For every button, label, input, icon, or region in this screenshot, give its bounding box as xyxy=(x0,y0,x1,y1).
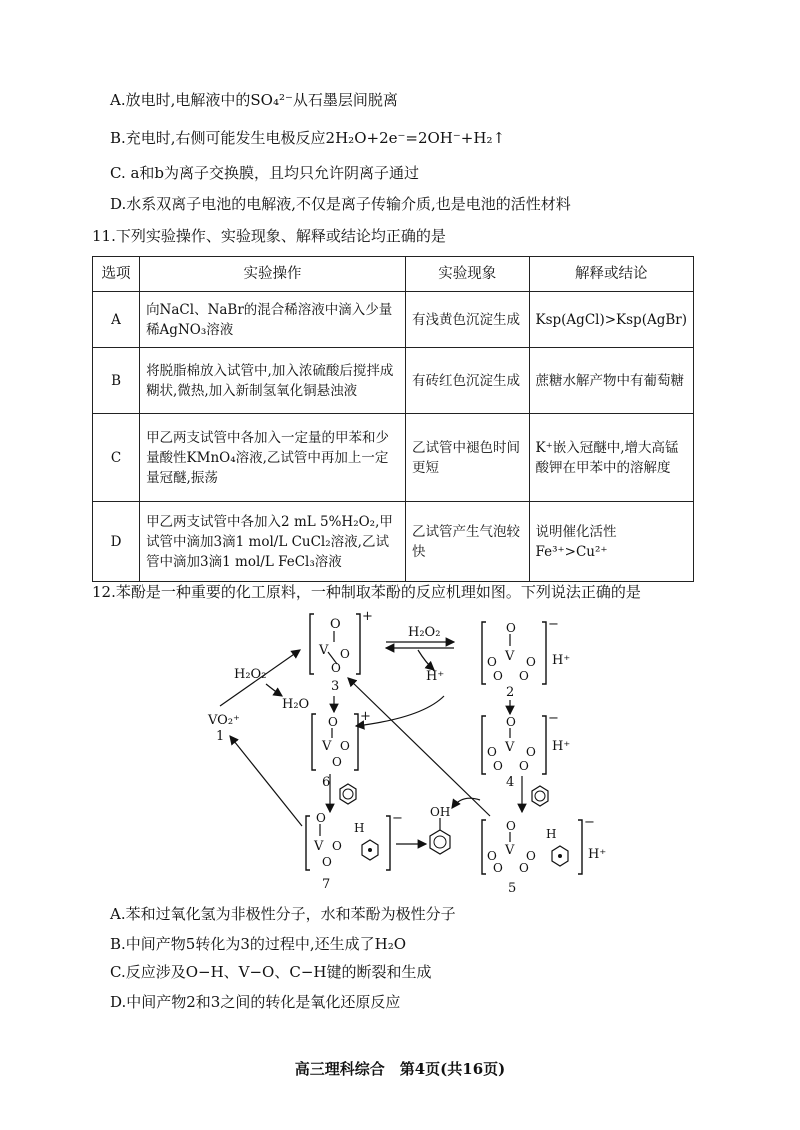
svg-text:+: + xyxy=(360,709,371,724)
benzene-icon xyxy=(532,786,548,806)
species-7 xyxy=(306,811,403,892)
svg-text:H: H xyxy=(546,827,557,841)
row-option: D xyxy=(93,502,140,582)
table-header-row xyxy=(93,257,694,292)
row-operation: 向NaCl、NaBr的混合稀溶液中滴入少量稀AgNO₃溶液 xyxy=(140,292,406,348)
h2o2-label-top: H₂O₂ xyxy=(408,625,441,640)
table-row xyxy=(93,414,694,502)
svg-text:−: − xyxy=(548,711,559,726)
header-option: 选项 xyxy=(93,257,140,292)
row-option: B xyxy=(93,348,140,414)
row-phenomenon: 有浅黄色沉淀生成 xyxy=(405,292,529,348)
svg-text:O: O xyxy=(519,861,529,875)
svg-text:−: − xyxy=(548,617,559,632)
svg-text:O: O xyxy=(340,739,350,753)
table-row xyxy=(93,292,694,348)
svg-text:V: V xyxy=(505,843,515,858)
svg-text:O: O xyxy=(332,839,342,853)
q10-option-b: B.充电时,右侧可能发生电极反应2H₂O+2e⁻=2OH⁻+H₂↑ xyxy=(110,129,506,147)
svg-text:OH: OH xyxy=(430,805,451,819)
q10-option-a: A.放电时,电解液中的SO₄²⁻从石墨层间脱离 xyxy=(110,91,398,109)
svg-text:O: O xyxy=(487,849,497,863)
label-6: 6 xyxy=(322,775,331,790)
q12-option-d: D.中间产物2和3之间的转化是氧化还原反应 xyxy=(110,993,401,1011)
species-5 xyxy=(482,815,606,896)
row-phenomenon: 有砖红色沉淀生成 xyxy=(405,348,529,414)
table-row xyxy=(93,348,694,414)
svg-text:O: O xyxy=(493,759,503,773)
svg-text:O: O xyxy=(328,715,338,729)
svg-text:−: − xyxy=(584,815,595,830)
row-conclusion: 蔗糖水解产物中有葡萄糖 xyxy=(529,348,694,414)
q12-option-a: A.苯和过氧化氢为非极性分子，水和苯酚为极性分子 xyxy=(110,905,456,923)
h2o2-label-left: H₂O₂ xyxy=(234,667,267,682)
svg-text:O: O xyxy=(487,655,497,669)
hplus-label: H⁺ xyxy=(426,669,445,684)
svg-text:O: O xyxy=(493,669,503,683)
svg-text:O: O xyxy=(519,759,529,773)
species-4 xyxy=(482,711,570,790)
q10-option-c: C. a和b为离子交换膜，且均只允许阴离子通过 xyxy=(110,164,420,182)
svg-text:H⁺: H⁺ xyxy=(552,739,571,754)
species-6 xyxy=(312,709,371,790)
svg-text:V: V xyxy=(314,839,324,854)
svg-text:O: O xyxy=(316,811,326,825)
q12-option-b: B.中间产物5转化为3的过程中,还生成了H₂O xyxy=(110,935,407,953)
svg-text:V: V xyxy=(505,740,515,755)
phenol-icon xyxy=(430,805,450,854)
label-4: 4 xyxy=(506,775,515,790)
h2o-label: H₂O xyxy=(282,697,310,712)
row-option: C xyxy=(93,414,140,502)
svg-text:O: O xyxy=(331,661,341,675)
svg-text:V: V xyxy=(505,649,515,664)
label-7: 7 xyxy=(322,877,331,892)
q10-option-d: D.水系双离子电池的电解液,不仅是离子传输介质,也是电池的活性材料 xyxy=(110,195,571,213)
label-3: 3 xyxy=(331,679,340,694)
svg-text:O: O xyxy=(526,745,536,759)
svg-text:O: O xyxy=(332,755,342,769)
species-3 xyxy=(310,609,373,694)
q12-stem: 12.苯酚是一种重要的化工原料，一种制取苯酚的反应机理如图。下列说法正确的是 xyxy=(92,583,641,601)
svg-text:O: O xyxy=(487,745,497,759)
row-operation: 甲乙两支试管中各加入2 mL 5%H₂O₂,甲试管中滴加3滴1 mol/L CuCl₂溶液,乙试管中滴加3滴1 mol/L FeCl₃溶液 xyxy=(140,502,406,582)
svg-text:H⁺: H⁺ xyxy=(588,847,607,862)
svg-text:O: O xyxy=(526,849,536,863)
species-2 xyxy=(482,617,570,700)
svg-text:O: O xyxy=(506,819,516,833)
reaction-mechanism-diagram xyxy=(190,608,630,898)
label-1: 1 xyxy=(216,729,225,744)
vo2-plus-label: VO₂⁺ xyxy=(208,713,240,728)
row-phenomenon: 乙试管产生气泡较快 xyxy=(405,502,529,582)
svg-text:V: V xyxy=(322,739,332,754)
q12-option-c: C.反应涉及O−H、V−O、C−H键的断裂和生成 xyxy=(110,963,432,981)
table-row xyxy=(93,502,694,582)
row-phenomenon: 乙试管中褪色时间更短 xyxy=(405,414,529,502)
header-conclusion: 解释或结论 xyxy=(529,257,694,292)
svg-text:O: O xyxy=(506,715,516,729)
svg-text:O: O xyxy=(519,669,529,683)
svg-text:V: V xyxy=(319,643,329,658)
experiment-table xyxy=(92,256,694,582)
svg-text:O: O xyxy=(526,655,536,669)
svg-text:O: O xyxy=(340,647,350,661)
svg-text:O: O xyxy=(506,621,516,635)
svg-text:−: − xyxy=(392,811,403,826)
row-operation: 甲乙两支试管中各加入一定量的甲苯和少量酸性KMnO₄溶液,乙试管中再加上一定量冠醚,振荡 xyxy=(140,414,406,502)
row-operation: 将脱脂棉放入试管中,加入浓硫酸后搅拌成糊状,微热,加入新制氢氧化铜悬浊液 xyxy=(140,348,406,414)
benzene-icon xyxy=(340,784,356,804)
svg-text:H: H xyxy=(354,821,365,835)
label-2: 2 xyxy=(506,685,515,700)
row-conclusion: 说明催化活性Fe³⁺>Cu²⁺ xyxy=(529,502,694,582)
svg-text:H⁺: H⁺ xyxy=(552,653,571,668)
svg-text:O: O xyxy=(322,855,332,869)
header-operation: 实验操作 xyxy=(140,257,406,292)
svg-text:O: O xyxy=(330,617,341,632)
svg-text:+: + xyxy=(362,609,373,624)
page-footer: 高三理科综合 第4页(共16页) xyxy=(294,1060,506,1078)
row-conclusion: Ksp(AgCl)>Ksp(AgBr) xyxy=(529,292,694,348)
row-option: A xyxy=(93,292,140,348)
row-conclusion: K⁺嵌入冠醚中,增大高锰酸钾在甲苯中的溶解度 xyxy=(529,414,694,502)
label-5: 5 xyxy=(508,881,517,896)
svg-text:O: O xyxy=(493,861,503,875)
q11-stem: 11.下列实验操作、实验现象、解释或结论均正确的是 xyxy=(92,227,446,245)
header-phenomenon: 实验现象 xyxy=(405,257,529,292)
